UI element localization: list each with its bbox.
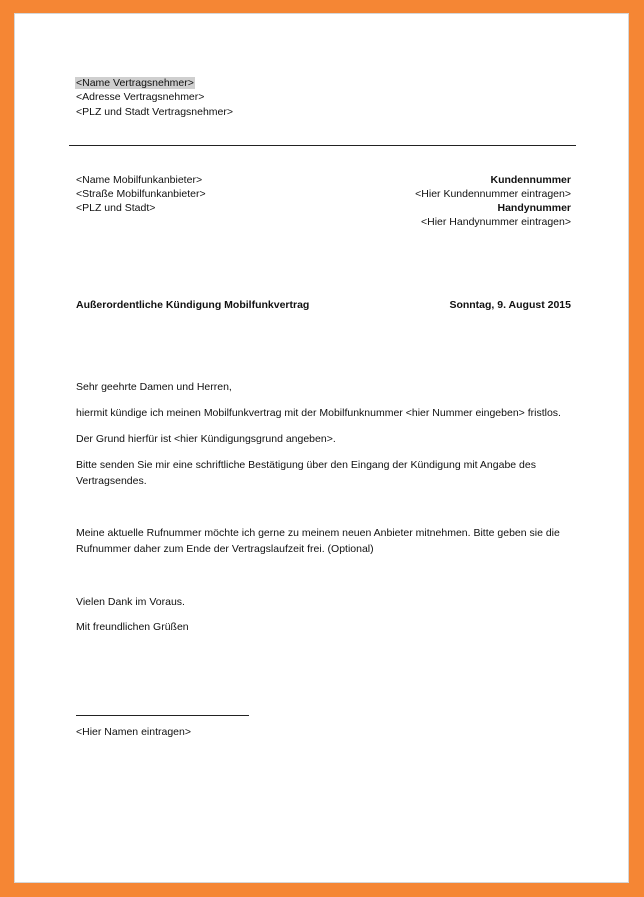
header-divider — [69, 145, 576, 146]
body-paragraph-2: Der Grund hierfür ist <hier Kündigungsgrund angeben>. — [76, 433, 336, 445]
body-paragraph-3: Bitte senden Sie mir eine schriftliche Bestätigung über den Eingang der Kündigung mit Angabe des Vertragsendes. — [76, 459, 536, 487]
sender-address: <Adresse Vertragsnehmer> — [76, 91, 205, 103]
phone-number-label: Handynummer — [497, 202, 571, 214]
sender-name[interactable]: <Name Vertragsnehmer> — [76, 77, 194, 89]
sender-city: <PLZ und Stadt Vertragsnehmer> — [76, 106, 234, 118]
closing-line: Mit freundlichen Grüßen — [76, 621, 189, 633]
body-paragraph-4: Meine aktuelle Rufnummer möchte ich gerne zu meinem neuen Anbieter mitnehmen. Bitte geben sie die Rufnummer daher zum Ende der Vertragslaufzeit frei. (Optional) — [76, 527, 560, 555]
body-paragraph-1: hiermit kündige ich meinen Mobilfunkvertrag mit der Mobilfunknummer <hier Nummer eingeben> fristlos. — [76, 407, 561, 419]
phone-number-value: <Hier Handynummer eintragen> — [421, 216, 571, 228]
recipient-name: <Name Mobilfunkanbieter> — [76, 174, 203, 186]
recipient-city: <PLZ und Stadt> — [76, 202, 156, 214]
recipient-street: <Straße Mobilfunkanbieter> — [76, 188, 206, 200]
letter-date: Sonntag, 9. August 2015 — [449, 299, 571, 311]
sender-name-line — [75, 76, 195, 90]
thanks-line: Vielen Dank im Voraus. — [76, 596, 185, 608]
customer-number-label: Kundennummer — [490, 174, 571, 186]
salutation: Sehr geehrte Damen und Herren, — [76, 381, 232, 393]
customer-number-value: <Hier Kundennummer eintragen> — [415, 188, 571, 200]
signature-line — [76, 715, 249, 716]
letter-page — [14, 13, 629, 883]
signature-name: <Hier Namen eintragen> — [76, 726, 191, 738]
letter-subject: Außerordentliche Kündigung Mobilfunkvertrag — [76, 299, 310, 311]
